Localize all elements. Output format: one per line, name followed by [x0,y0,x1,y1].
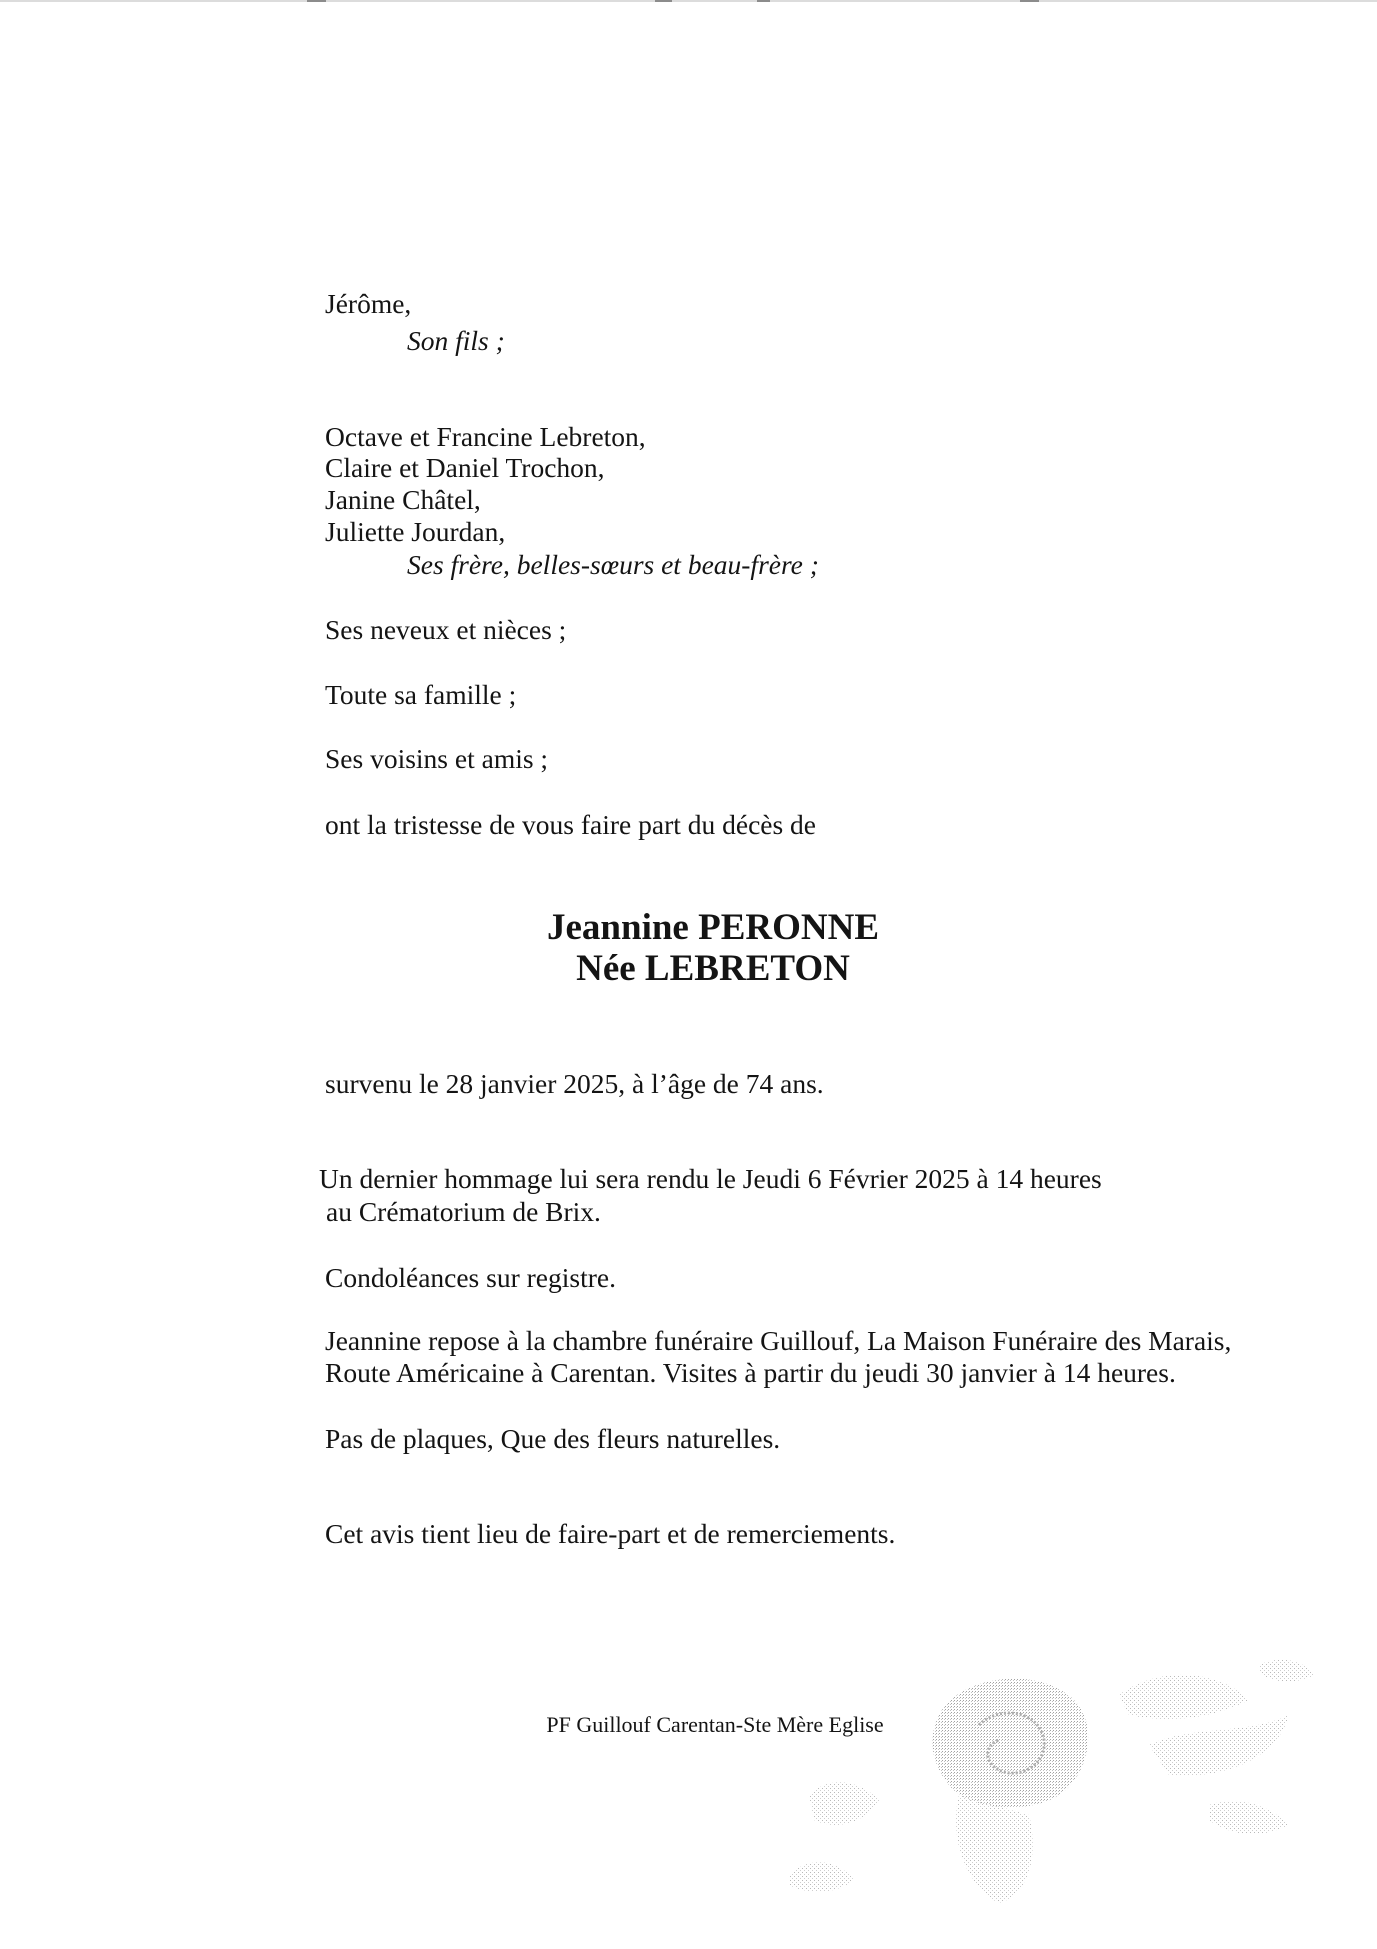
scan-edge-mark [757,0,770,2]
ceremony-line: au Crématorium de Brix. [326,1196,601,1227]
scan-edge-mark [307,0,326,2]
death-info: survenu le 28 janvier 2025, à l’âge de 74 ans. [325,1068,824,1099]
sibling-name: Janine Châtel, [325,484,481,515]
ceremony-line: Un dernier hommage lui sera rendu le Jeudi 6 Février 2025 à 14 heures [319,1163,1102,1194]
son-name: Jérôme, [325,288,412,319]
rose-icon [789,1655,1314,1917]
funeral-home-footer: PF Guillouf Carentan-Ste Mère Eglise [546,1712,884,1737]
scan-edge-line [0,0,1377,2]
son-relation: Son fils ; [407,325,505,356]
rest-location-line: Route Américaine à Carentan. Visites à partir du jeudi 30 janvier à 14 heures. [325,1357,1176,1388]
condolences-line: Condoléances sur registre. [325,1262,616,1293]
flowers-line: Pas de plaques, Que des fleurs naturelles. [325,1423,781,1454]
sibling-name: Octave et Francine Lebreton, [325,421,646,452]
deceased-maiden-name: Née LEBRETON [576,948,850,989]
friends-line: Ses voisins et amis ; [325,743,549,774]
scan-edge-mark [655,0,672,2]
scan-edge-mark [1020,0,1039,2]
family-line: Toute sa famille ; [325,679,517,710]
closing-line: Cet avis tient lieu de faire-part et de remerciements. [325,1518,896,1549]
nephews-line: Ses neveux et nièces ; [325,614,567,645]
announcement-line: ont la tristesse de vous faire part du décès de [325,809,817,840]
siblings-relation: Ses frère, belles-sœurs et beau-frère ; [407,549,819,580]
sibling-name: Claire et Daniel Trochon, [325,452,605,483]
sibling-name: Juliette Jourdan, [325,516,506,547]
deceased-name: Jeannine PERONNE [546,907,880,948]
rest-location-line: Jeannine repose à la chambre funéraire Guillouf, La Maison Funéraire des Marais, [325,1325,1232,1356]
